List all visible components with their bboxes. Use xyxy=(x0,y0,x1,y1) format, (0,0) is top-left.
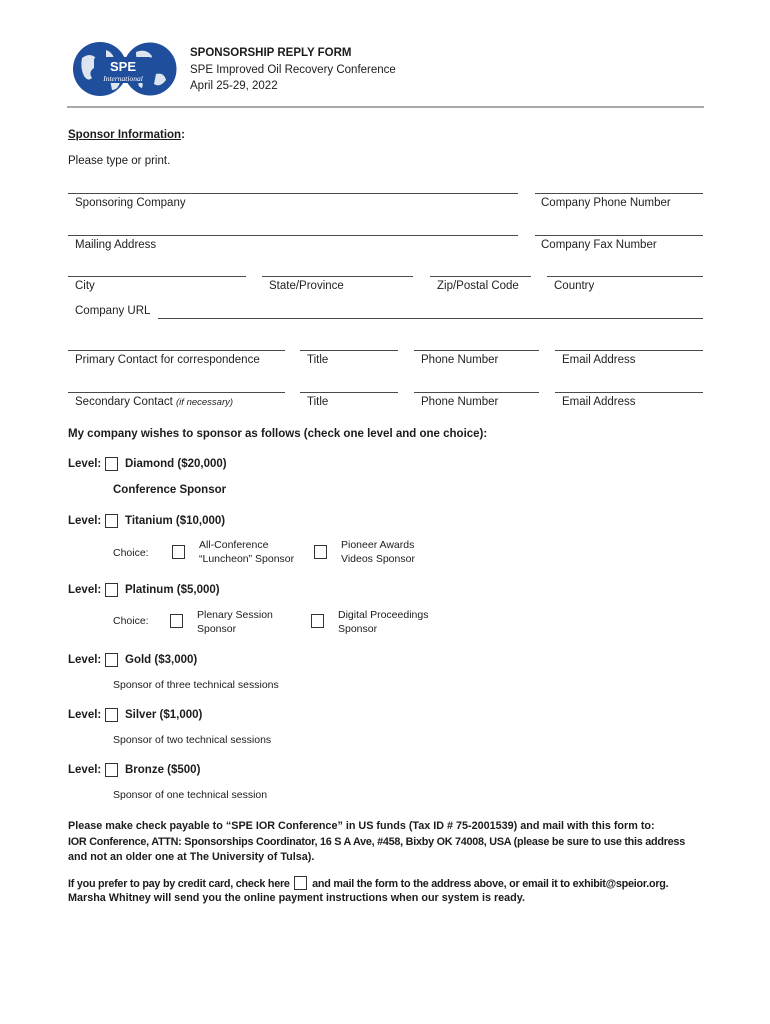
bronze-checkbox[interactable] xyxy=(105,763,118,777)
check-instructions-line3: and not an older one at The University of Tulsa). xyxy=(68,851,315,863)
titanium-choice-label: Choice: xyxy=(113,547,149,559)
platinum-choice2-line2: Sponsor xyxy=(338,623,378,635)
diamond-checkbox[interactable] xyxy=(105,457,118,471)
check-instructions-line2: IOR Conference, ATTN: Sponsorships Coordinator, 16 S A Ave, #458, Bixby OK 74008, USA (please be sure to use this address xyxy=(68,836,685,848)
sponsor-info-heading-text: Sponsor Information xyxy=(68,129,182,141)
platinum-checkbox[interactable] xyxy=(105,583,118,597)
sponsorship-heading: My company wishes to sponsor as follows (check one level and one choice): xyxy=(68,428,488,440)
titanium-checkbox[interactable] xyxy=(105,514,118,528)
logo-text-main: SPE xyxy=(109,59,137,74)
titanium-choice1-line1: All-Conference xyxy=(199,539,269,551)
secondary-contact-note: (if necessary) xyxy=(176,397,234,408)
logo-text-sub: International xyxy=(103,74,143,83)
sponsoring-company-label: Sponsoring Company xyxy=(75,197,186,209)
silver-desc: Sponsor of two technical sessions xyxy=(113,734,272,746)
mailing-address-field[interactable] xyxy=(68,235,518,236)
gold-desc: Sponsor of three technical sessions xyxy=(113,679,279,691)
country-field[interactable] xyxy=(547,276,703,277)
primary-contact-label: Primary Contact for correspondence xyxy=(75,354,260,366)
country-label: Country xyxy=(554,280,595,292)
city-field[interactable] xyxy=(68,276,246,277)
secondary-phone-label: Phone Number xyxy=(421,396,499,408)
titanium-choice2-line1: Pioneer Awards xyxy=(341,539,415,551)
credit-card-line1 xyxy=(68,876,668,890)
check-instructions-line1: Please make check payable to “SPE IOR Conference” in US funds (Tax ID # 75-2001539) and mail with this form to: xyxy=(68,820,655,832)
secondary-phone-field[interactable] xyxy=(414,392,539,393)
secondary-email-field[interactable] xyxy=(555,392,703,393)
secondary-contact-label xyxy=(75,396,233,408)
silver-name: Silver ($1,000) xyxy=(125,709,203,721)
platinum-name: Platinum ($5,000) xyxy=(125,584,220,596)
titanium-choice2-checkbox[interactable] xyxy=(314,545,327,559)
silver-level-label: Level: xyxy=(68,709,102,721)
titanium-choice1-checkbox[interactable] xyxy=(172,545,185,559)
primary-email-label: Email Address xyxy=(562,354,636,366)
gold-checkbox[interactable] xyxy=(105,653,118,667)
gold-level-label: Level: xyxy=(68,654,102,666)
diamond-level-label: Level: xyxy=(68,458,102,470)
form-title: SPONSORSHIP REPLY FORM xyxy=(190,47,352,59)
conference-name: SPE Improved Oil Recovery Conference xyxy=(190,64,396,76)
zip-label: Zip/Postal Code xyxy=(437,280,519,292)
spe-logo xyxy=(70,40,182,98)
silver-checkbox[interactable] xyxy=(105,708,118,722)
credit-card-line2: Marsha Whitney will send you the online payment instructions when our system is ready. xyxy=(68,892,525,904)
zip-field[interactable] xyxy=(430,276,531,277)
credit-card-checkbox[interactable] xyxy=(294,876,307,890)
titanium-choice2-line2: Videos Sponsor xyxy=(341,553,415,565)
sponsor-info-heading-colon: : xyxy=(181,129,185,141)
secondary-contact-text: Secondary Contact xyxy=(75,396,173,408)
gold-name: Gold ($3,000) xyxy=(125,654,198,666)
platinum-choice-label: Choice: xyxy=(113,615,149,627)
bronze-desc: Sponsor of one technical session xyxy=(113,789,268,801)
company-url-field[interactable] xyxy=(158,318,703,319)
company-phone-label: Company Phone Number xyxy=(541,197,671,209)
primary-title-label: Title xyxy=(307,354,329,366)
primary-title-field[interactable] xyxy=(300,350,398,351)
titanium-name: Titanium ($10,000) xyxy=(125,515,226,527)
platinum-choice1-line2: Sponsor xyxy=(197,623,237,635)
diamond-desc: Conference Sponsor xyxy=(113,484,227,496)
platinum-choice1-line1: Plenary Session xyxy=(197,609,273,621)
primary-phone-label: Phone Number xyxy=(421,354,499,366)
secondary-contact-field[interactable] xyxy=(68,392,285,393)
instruction-text: Please type or print. xyxy=(68,155,171,167)
city-label: City xyxy=(75,280,95,292)
primary-contact-field[interactable] xyxy=(68,350,285,351)
diamond-name: Diamond ($20,000) xyxy=(125,458,227,470)
primary-phone-field[interactable] xyxy=(414,350,539,351)
bronze-level-label: Level: xyxy=(68,764,102,776)
sponsor-info-heading xyxy=(68,129,185,141)
mailing-address-label: Mailing Address xyxy=(75,239,157,251)
platinum-level-label: Level: xyxy=(68,584,102,596)
company-fax-label: Company Fax Number xyxy=(541,239,657,251)
secondary-title-field[interactable] xyxy=(300,392,398,393)
platinum-choice1-checkbox[interactable] xyxy=(170,614,183,628)
secondary-title-label: Title xyxy=(307,396,329,408)
bronze-name: Bronze ($500) xyxy=(125,764,201,776)
primary-email-field[interactable] xyxy=(555,350,703,351)
company-url-label: Company URL xyxy=(75,305,151,317)
header-divider xyxy=(67,106,704,108)
credit-card-before: If you prefer to pay by credit card, check here xyxy=(68,878,290,890)
company-phone-field[interactable] xyxy=(535,193,703,194)
titanium-level-label: Level: xyxy=(68,515,102,527)
state-label: State/Province xyxy=(269,280,344,292)
conference-dates: April 25-29, 2022 xyxy=(190,80,278,92)
credit-card-after: and mail the form to the address above, or email it to exhibit@speior.org. xyxy=(312,878,669,890)
company-fax-field[interactable] xyxy=(535,235,703,236)
state-field[interactable] xyxy=(262,276,413,277)
platinum-choice2-checkbox[interactable] xyxy=(311,614,324,628)
secondary-email-label: Email Address xyxy=(562,396,636,408)
titanium-choice1-line2: “Luncheon” Sponsor xyxy=(199,553,295,565)
sponsoring-company-field[interactable] xyxy=(68,193,518,194)
platinum-choice2-line1: Digital Proceedings xyxy=(338,609,429,621)
